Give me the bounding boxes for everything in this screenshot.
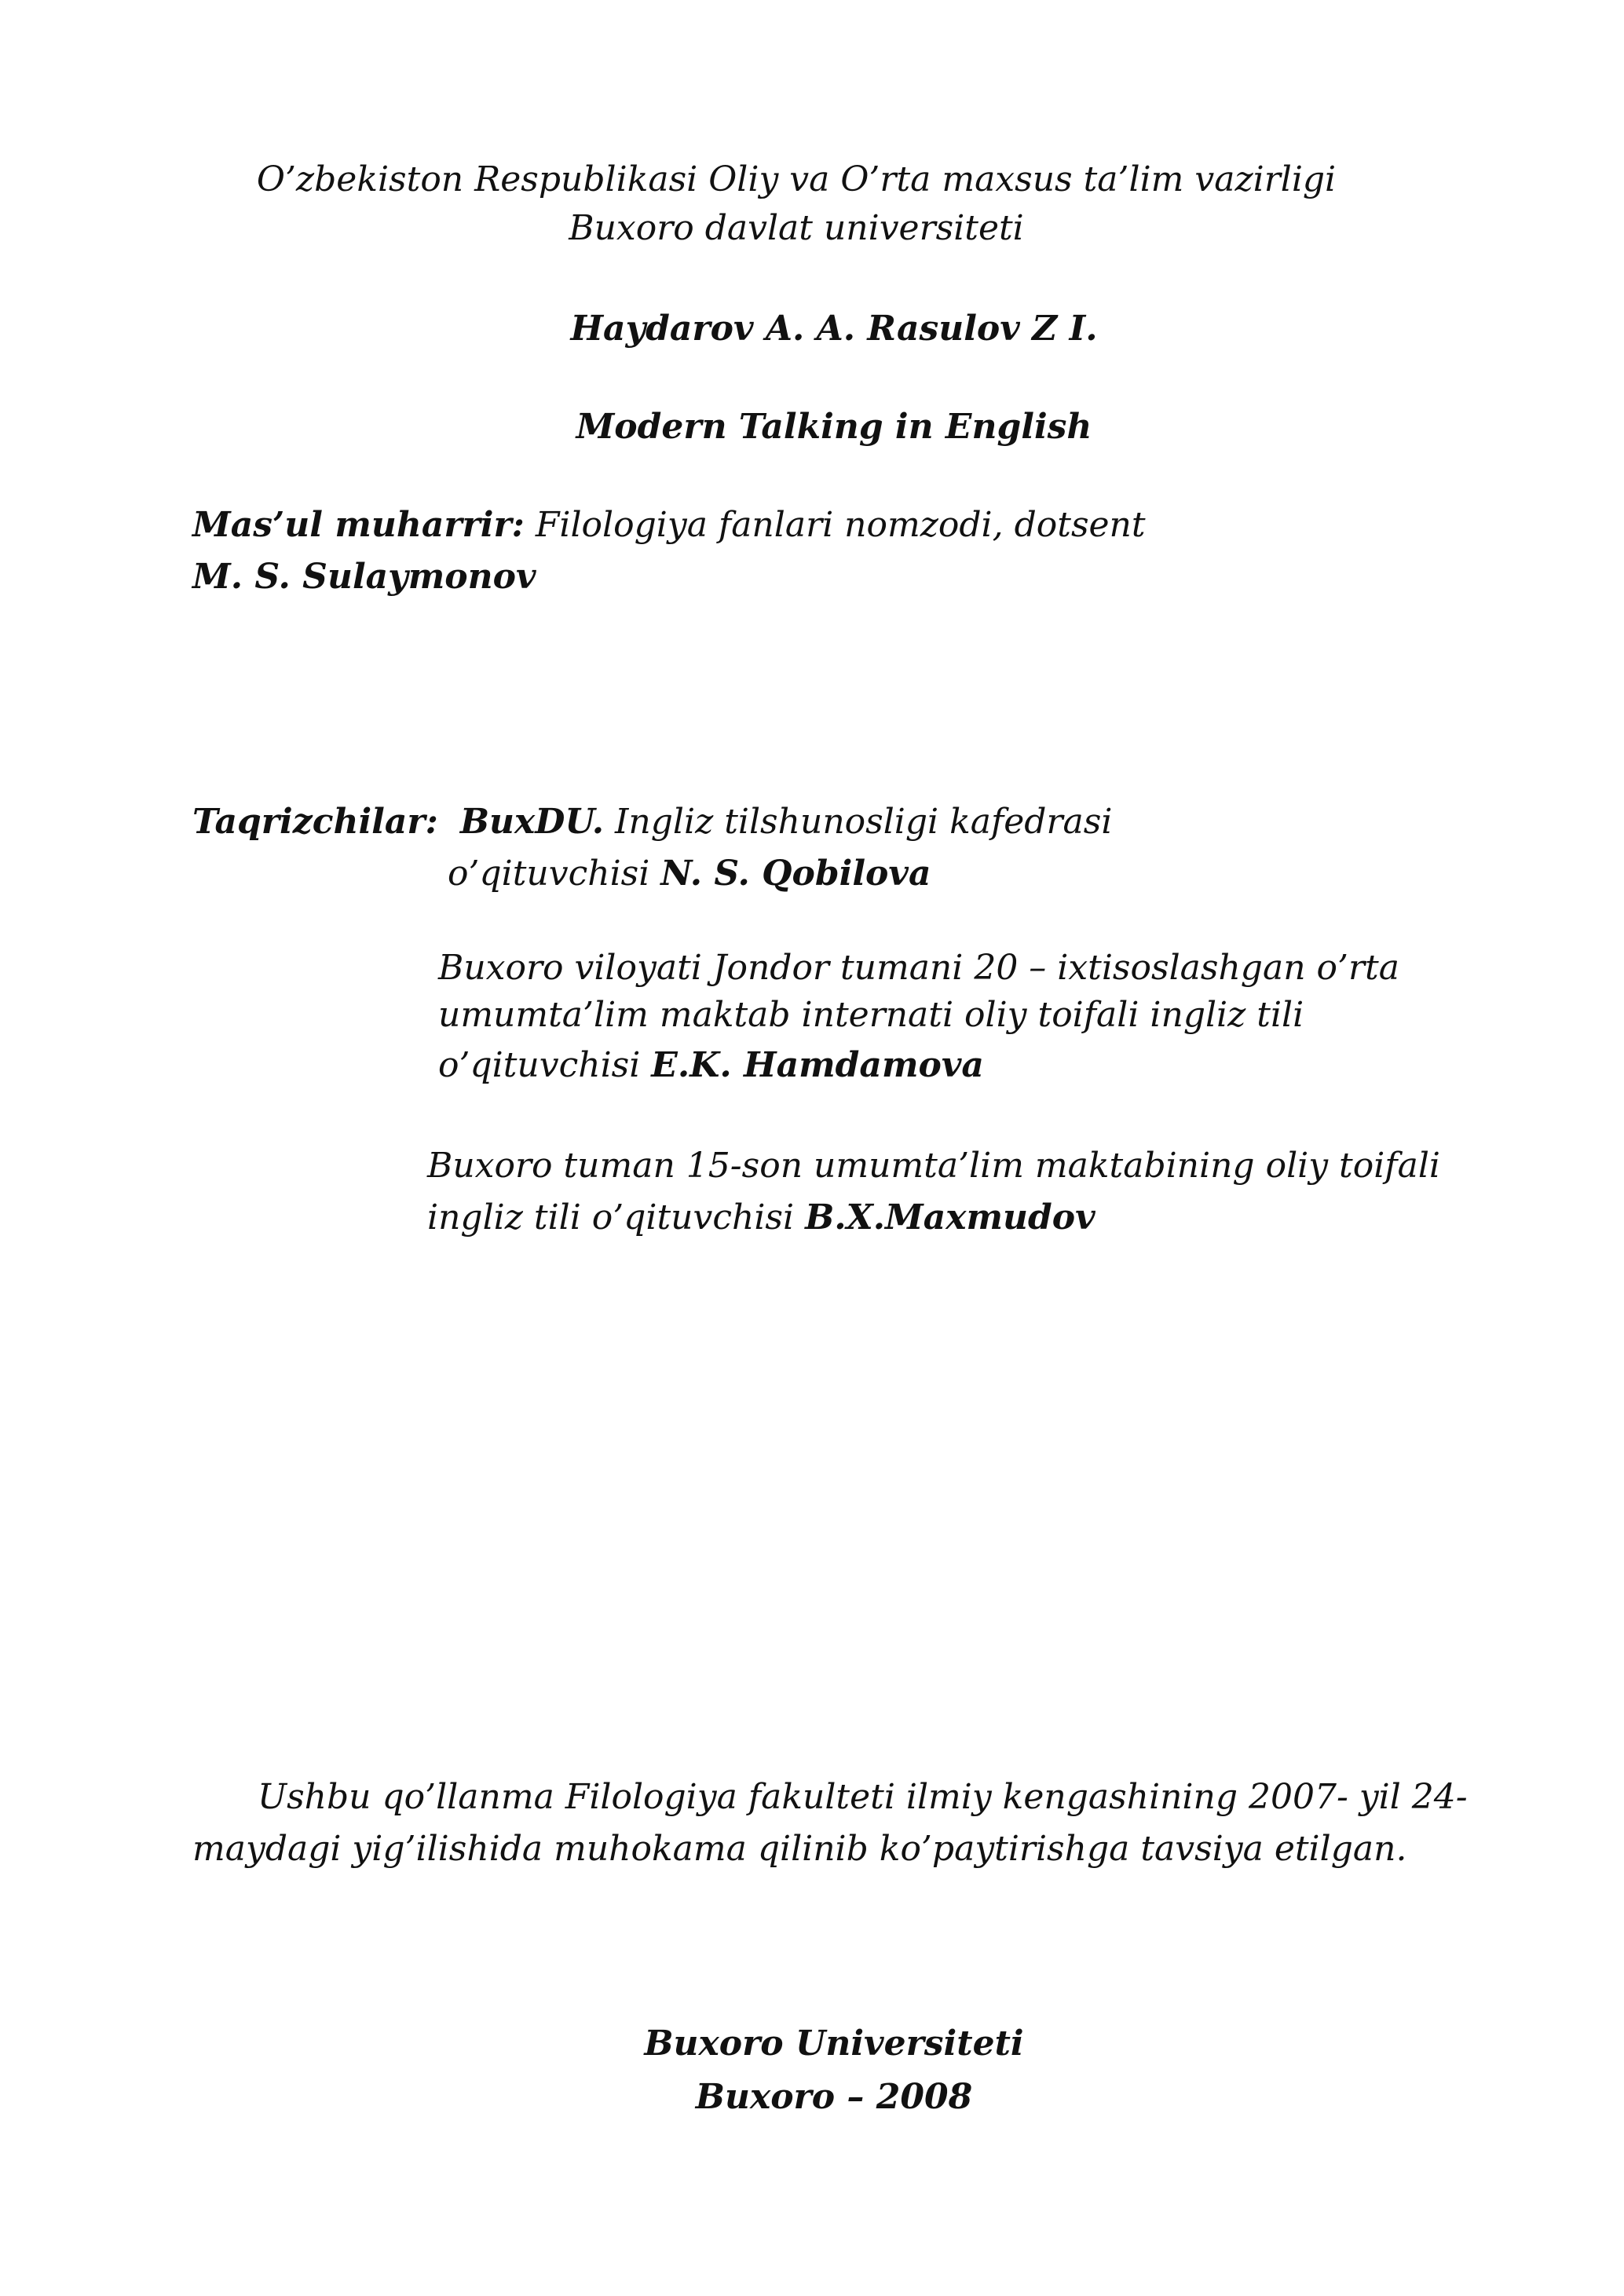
city-year: Buxoro – 2008	[695, 2077, 973, 2117]
reviewer-2-role: o’qituvchisi	[438, 1045, 652, 1085]
reviewer-1-line-2	[448, 851, 931, 897]
reviewer-1-role: o’qituvchisi	[448, 854, 661, 894]
reviewer-1-name: N. S. Qobilova	[660, 854, 931, 894]
university-line: Buxoro davlat universiteti	[569, 208, 1024, 248]
reviewer-3-role: ingliz tili o’qituvchisi	[427, 1197, 806, 1238]
reviewer-2-line-1: Buxoro viloyati Jondor tumani 20 – ixtisoslashgan o’rta	[438, 948, 1399, 988]
reviewer-3-name: B.X.Maxmudov	[805, 1197, 1095, 1238]
reviewers-label: Taqrizchilar:	[192, 802, 438, 842]
reviewer-2-line-2: umumta’lim maktab internati oliy toifali ingliz tili	[438, 995, 1304, 1035]
reviewer-3-line-1: Buxoro tuman 15-son umumta’lim maktabining oliy toifali	[427, 1146, 1440, 1186]
ministry-line: O’zbekiston Respublikasi Oliy va O’rta maxsus ta’lim vazirligi	[256, 159, 1337, 199]
approval-note-line-1: Ushbu qo’llanma Filologiya fakulteti ilmiy kengashining 2007- yil 24-	[258, 1777, 1468, 1817]
approval-note-line-2: maydagi yig’ilishida muhokama qilinib ko’paytirishga tavsiya etilgan.	[192, 1829, 1407, 1869]
reviewer-1-line-1	[192, 799, 1112, 845]
reviewer-1-org: BuxDU.	[459, 802, 605, 842]
reviewer-1-desc: Ingliz tilshunosligi kafedrasi	[604, 802, 1113, 842]
editor-line	[192, 503, 1146, 548]
editor-description: Filologiya fanlari nomzodi, dotsent	[524, 505, 1146, 545]
publisher: Buxoro Universiteti	[644, 2024, 1024, 2064]
reviewer-3-line-2	[427, 1195, 1095, 1241]
book-title: Modern Talking in English	[576, 407, 1092, 447]
reviewer-2-line-3	[438, 1043, 984, 1088]
authors: Haydarov A. A. Rasulov Z I.	[570, 309, 1098, 349]
editor-name: M. S. Sulaymonov	[192, 557, 536, 597]
editor-label: Mas’ul muharrir:	[192, 505, 525, 545]
reviewer-2-name: E.K. Hamdamova	[651, 1045, 984, 1085]
